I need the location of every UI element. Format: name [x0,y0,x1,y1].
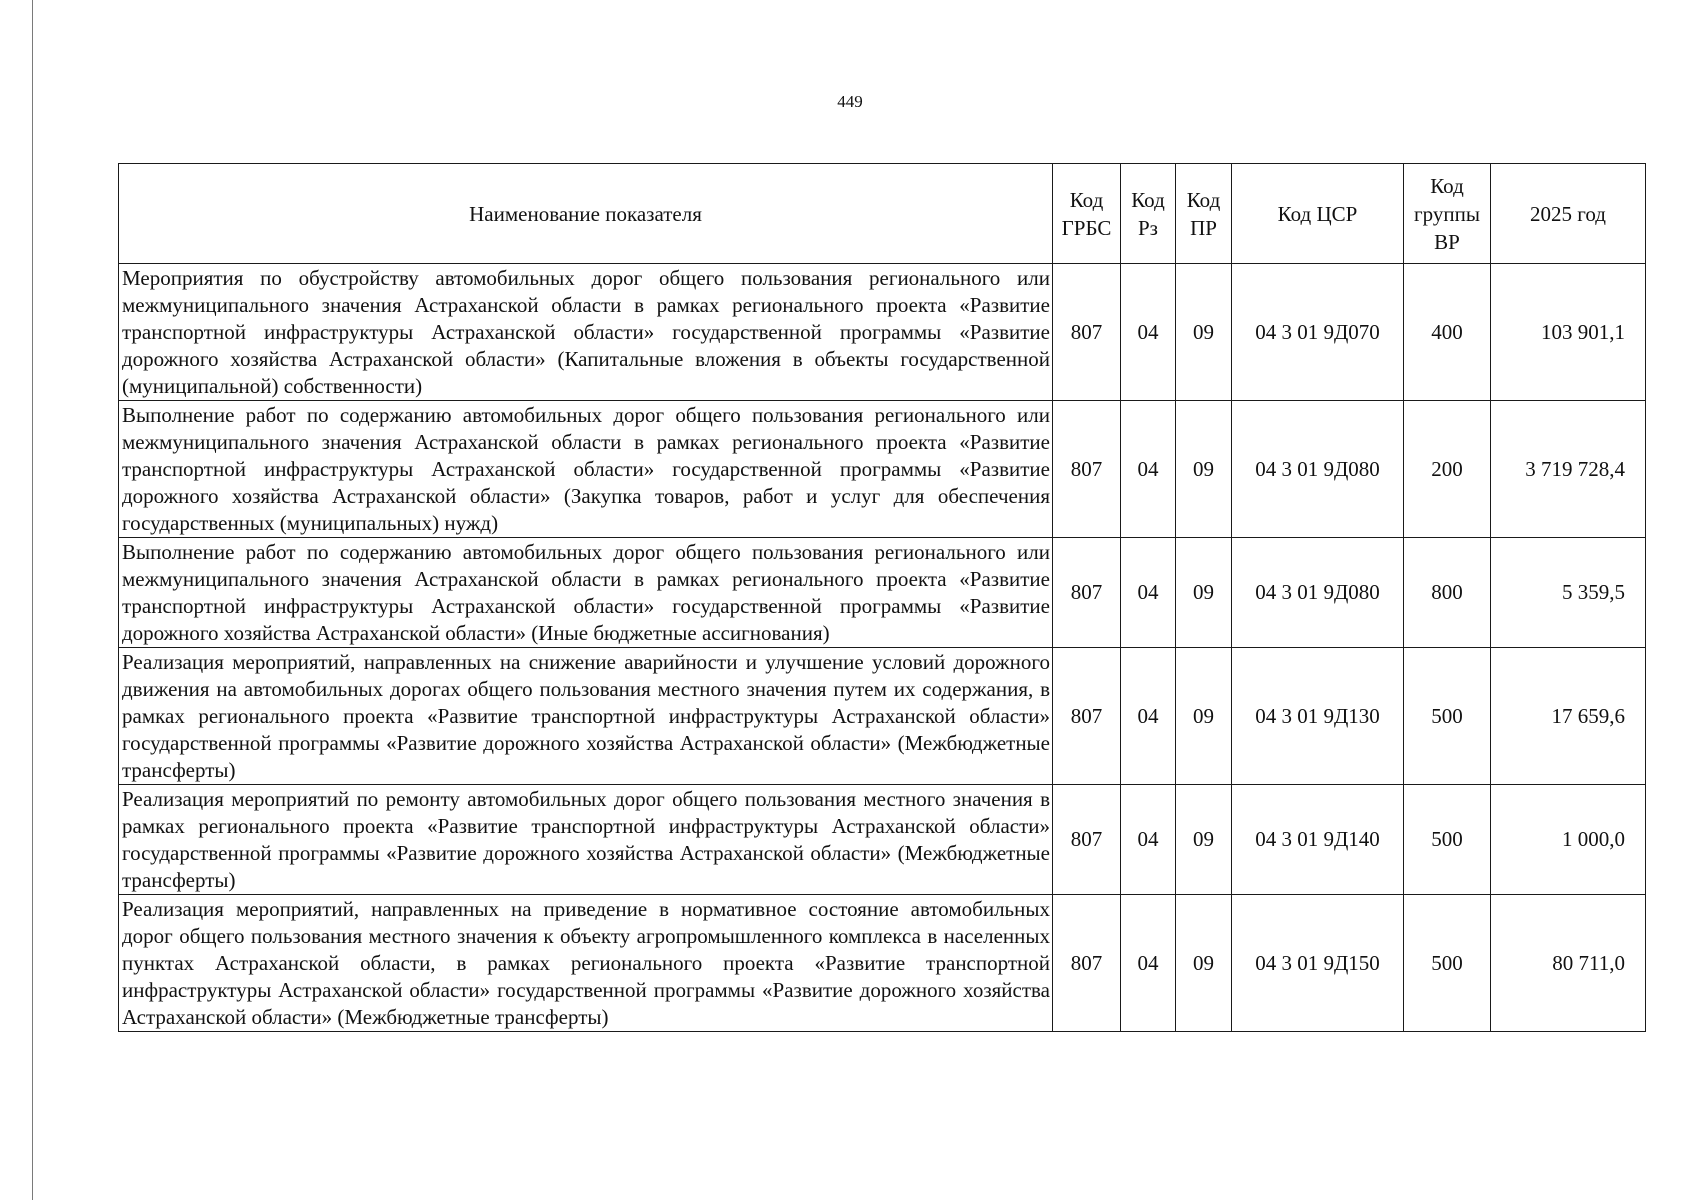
row-csr: 04 3 01 9Д070 [1232,264,1404,401]
row-vr: 200 [1404,401,1491,538]
table-row [119,264,1646,401]
header-rz: Код Рз [1121,164,1176,264]
row-name: Реализация мероприятий по ремонту автомобильных дорог общего пользования местного значения в рамках регионального проекта «Развитие транспортной инфраструктуры Астраханской области» государственной программы «Развитие дорожного хозяйства Астраханской области» (Межбюджетные трансферты) [119,785,1053,895]
row-amount: 80 711,0 [1491,895,1646,1032]
header-year: 2025 год [1491,164,1646,264]
row-amount: 5 359,5 [1491,538,1646,648]
page-number: 449 [837,92,863,111]
row-csr: 04 3 01 9Д150 [1232,895,1404,1032]
row-vr: 500 [1404,785,1491,895]
header-name: Наименование показателя [119,164,1053,264]
row-grbs: 807 [1053,401,1121,538]
table-header-row [119,164,1646,264]
table-row [119,785,1646,895]
row-csr: 04 3 01 9Д080 [1232,401,1404,538]
table-row [119,648,1646,785]
header-grbs: Код ГРБС [1053,164,1121,264]
row-rz: 04 [1121,264,1176,401]
row-name: Мероприятия по обустройству автомобильных дорог общего пользования регионального или межмуниципального значения Астраханской области в рамках регионального проекта «Развитие транспортной инфраструктуры Астраханской области» государственной программы «Развитие дорожного хозяйства Астраханской области» (Капитальные вложения в объекты государственной (муниципальной) собственности) [119,264,1053,401]
row-grbs: 807 [1053,785,1121,895]
row-grbs: 807 [1053,895,1121,1032]
row-grbs: 807 [1053,264,1121,401]
table-row [119,538,1646,648]
row-csr: 04 3 01 9Д140 [1232,785,1404,895]
row-name: Реализация мероприятий, направленных на приведение в нормативное состояние автомобильных дорог общего пользования местного значения к объекту агропромышленного комплекса в населенных пунктах Астраханской области, в рамках регионального проекта «Развитие транспортной инфраструктуры Астраханской области» государственной программы «Развитие дорожного хозяйства Астраханской области» (Межбюджетные трансферты) [119,895,1053,1032]
header-pr: Код ПР [1176,164,1232,264]
row-name: Выполнение работ по содержанию автомобильных дорог общего пользования регионального или межмуниципального значения Астраханской области в рамках регионального проекта «Развитие транспортной инфраструктуры Астраханской области» государственной программы «Развитие дорожного хозяйства Астраханской области» (Иные бюджетные ассигнования) [119,538,1053,648]
row-vr: 500 [1404,648,1491,785]
row-amount: 103 901,1 [1491,264,1646,401]
row-pr: 09 [1176,538,1232,648]
page-binding-line [32,0,33,1200]
row-vr: 400 [1404,264,1491,401]
table-row [119,401,1646,538]
row-rz: 04 [1121,785,1176,895]
row-csr: 04 3 01 9Д130 [1232,648,1404,785]
budget-table [118,163,1646,1032]
row-grbs: 807 [1053,538,1121,648]
header-csr: Код ЦСР [1232,164,1404,264]
row-pr: 09 [1176,895,1232,1032]
row-rz: 04 [1121,538,1176,648]
row-grbs: 807 [1053,648,1121,785]
row-amount: 17 659,6 [1491,648,1646,785]
header-vr: Код группы ВР [1404,164,1491,264]
row-amount: 1 000,0 [1491,785,1646,895]
row-rz: 04 [1121,895,1176,1032]
row-vr: 500 [1404,895,1491,1032]
row-name: Выполнение работ по содержанию автомобильных дорог общего пользования регионального или межмуниципального значения Астраханской области в рамках регионального проекта «Развитие транспортной инфраструктуры Астраханской области» государственной программы «Развитие дорожного хозяйства Астраханской области» (Закупка товаров, работ и услуг для обеспечения государственных (муниципальных) нужд) [119,401,1053,538]
row-name: Реализация мероприятий, направленных на снижение аварийности и улучшение условий дорожного движения на автомобильных дорогах общего пользования местного значения путем их содержания, в рамках регионального проекта «Развитие транспортной инфраструктуры Астраханской области» государственной программы «Развитие дорожного хозяйства Астраханской области» (Межбюджетные трансферты) [119,648,1053,785]
row-pr: 09 [1176,785,1232,895]
row-rz: 04 [1121,648,1176,785]
row-pr: 09 [1176,401,1232,538]
row-vr: 800 [1404,538,1491,648]
row-pr: 09 [1176,264,1232,401]
row-csr: 04 3 01 9Д080 [1232,538,1404,648]
row-pr: 09 [1176,648,1232,785]
table-row [119,895,1646,1032]
row-rz: 04 [1121,401,1176,538]
row-amount: 3 719 728,4 [1491,401,1646,538]
